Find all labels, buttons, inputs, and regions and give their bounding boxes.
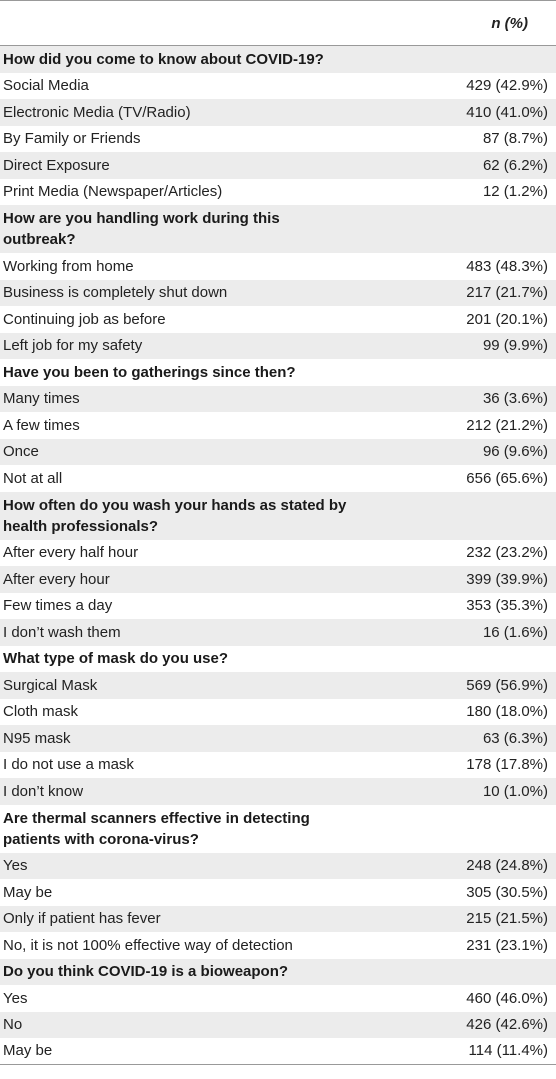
answer-value: 217 (21.7%) — [466, 284, 548, 302]
answer-value: 114 (11.4%) — [468, 1042, 548, 1060]
table-row — [0, 853, 556, 880]
table-row — [0, 280, 556, 307]
answer-value: 87 (8.7%) — [482, 130, 548, 148]
table-row — [0, 73, 556, 100]
answer-label: Few times a day — [3, 597, 113, 615]
answer-label: Not at all — [3, 469, 63, 487]
table-row — [0, 386, 556, 413]
answer-value: 232 (23.2%) — [466, 544, 548, 562]
answer-value: 231 (23.1%) — [466, 936, 548, 954]
answer-label: Print Media (Newspaper/Articles) — [3, 183, 223, 201]
question-text: Have you been to gatherings since then? — [3, 363, 296, 381]
answer-label: Surgical Mask — [3, 676, 98, 694]
question-row — [0, 359, 556, 386]
question-row — [0, 492, 556, 540]
answer-value: 215 (21.5%) — [466, 910, 548, 928]
table-header-row — [0, 0, 556, 46]
answer-label: Only if patient has fever — [3, 910, 161, 928]
answer-label: Many times — [3, 390, 80, 408]
answer-label: Working from home — [3, 257, 134, 275]
answer-label: Direct Exposure — [3, 156, 110, 174]
answer-value: 656 (65.6%) — [466, 469, 548, 487]
question-row — [0, 959, 556, 986]
answer-label: No, it is not 100% effective way of detection — [3, 936, 293, 954]
answer-value: 410 (41.0%) — [466, 103, 548, 121]
table-row — [0, 152, 556, 179]
table-row — [0, 439, 556, 466]
answer-value: 426 (42.6%) — [466, 1016, 548, 1034]
answer-value: 429 (42.9%) — [466, 77, 548, 95]
table-row — [0, 672, 556, 699]
answer-value: 460 (46.0%) — [466, 989, 548, 1007]
answer-label: May be — [3, 883, 53, 901]
question-row — [0, 46, 556, 73]
table-row — [0, 465, 556, 492]
question-row — [0, 205, 556, 253]
answer-value: 180 (18.0%) — [466, 703, 548, 721]
table-row — [0, 540, 556, 567]
table-row — [0, 1038, 556, 1065]
answer-label: Social Media — [3, 77, 89, 95]
table-row — [0, 778, 556, 805]
answer-value: 201 (20.1%) — [466, 310, 548, 328]
question-text: How are you handling work during this outbreak? — [3, 210, 280, 248]
answer-label: A few times — [3, 416, 80, 434]
table-row — [0, 179, 556, 206]
answer-label: I don’t know — [3, 782, 84, 800]
question-text: How often do you wash your hands as stated by health professionals? — [3, 496, 347, 535]
table-row — [0, 99, 556, 126]
answer-label: Yes — [3, 857, 28, 875]
answer-label: Once — [3, 443, 39, 461]
answer-value: 483 (48.3%) — [466, 257, 548, 275]
table-row — [0, 932, 556, 959]
question-text: Do you think COVID-19 is a bioweapon? — [3, 963, 289, 981]
answer-value: 353 (35.3%) — [466, 597, 548, 615]
answer-value: 305 (30.5%) — [466, 883, 548, 901]
answer-value: 248 (24.8%) — [466, 857, 548, 875]
question-text: What type of mask do you use? — [3, 650, 229, 668]
question-text: How did you come to know about COVID-19? — [3, 50, 324, 68]
table-row — [0, 699, 556, 726]
table-row — [0, 126, 556, 153]
answer-label: After every hour — [3, 570, 110, 588]
answer-label: May be — [3, 1042, 53, 1060]
answer-value: 569 (56.9%) — [466, 676, 548, 694]
answer-label: Continuing job as before — [3, 310, 166, 328]
table-row — [0, 333, 556, 360]
table-row — [0, 879, 556, 906]
answer-value: 12 (1.2%) — [482, 183, 548, 201]
table-row — [0, 253, 556, 280]
answer-value: 62 (6.2%) — [482, 156, 548, 174]
answer-label: Electronic Media (TV/Radio) — [3, 103, 191, 121]
answer-value: 10 (1.0%) — [482, 782, 548, 800]
answer-value: 16 (1.6%) — [482, 623, 548, 641]
answer-label: I do not use a mask — [3, 756, 134, 774]
table-row — [0, 906, 556, 933]
answer-label: I don’t wash them — [3, 623, 121, 641]
answer-label: By Family or Friends — [3, 130, 141, 148]
table-row — [0, 412, 556, 439]
table-row — [0, 619, 556, 646]
question-row — [0, 805, 556, 853]
table-row — [0, 985, 556, 1012]
question-row — [0, 646, 556, 673]
table-row — [0, 306, 556, 333]
answer-value: 99 (9.9%) — [482, 337, 548, 355]
answer-label: No — [3, 1016, 23, 1034]
answer-value: 399 (39.9%) — [466, 570, 548, 588]
answer-label: Business is completely shut down — [3, 284, 228, 302]
table-row — [0, 1012, 556, 1039]
question-text: Are thermal scanners effective in detecting patients with corona-virus? — [3, 809, 310, 848]
table-row — [0, 593, 556, 620]
answer-value: 36 (3.6%) — [482, 390, 548, 408]
answer-value: 63 (6.3%) — [482, 729, 548, 747]
answer-label: Cloth mask — [3, 703, 79, 721]
table-row — [0, 725, 556, 752]
answer-label: Yes — [3, 989, 28, 1007]
header-n-percent: n (%) — [491, 14, 528, 32]
answer-value: 96 (9.6%) — [482, 443, 548, 461]
answer-label: N95 mask — [3, 729, 71, 747]
answer-label: After every half hour — [3, 544, 139, 562]
table-body — [0, 46, 556, 1065]
table-row — [0, 566, 556, 593]
answer-value: 178 (17.8%) — [466, 756, 548, 774]
table-row — [0, 752, 556, 779]
answer-label: Left job for my safety — [3, 337, 143, 355]
answer-value: 212 (21.2%) — [466, 416, 548, 434]
